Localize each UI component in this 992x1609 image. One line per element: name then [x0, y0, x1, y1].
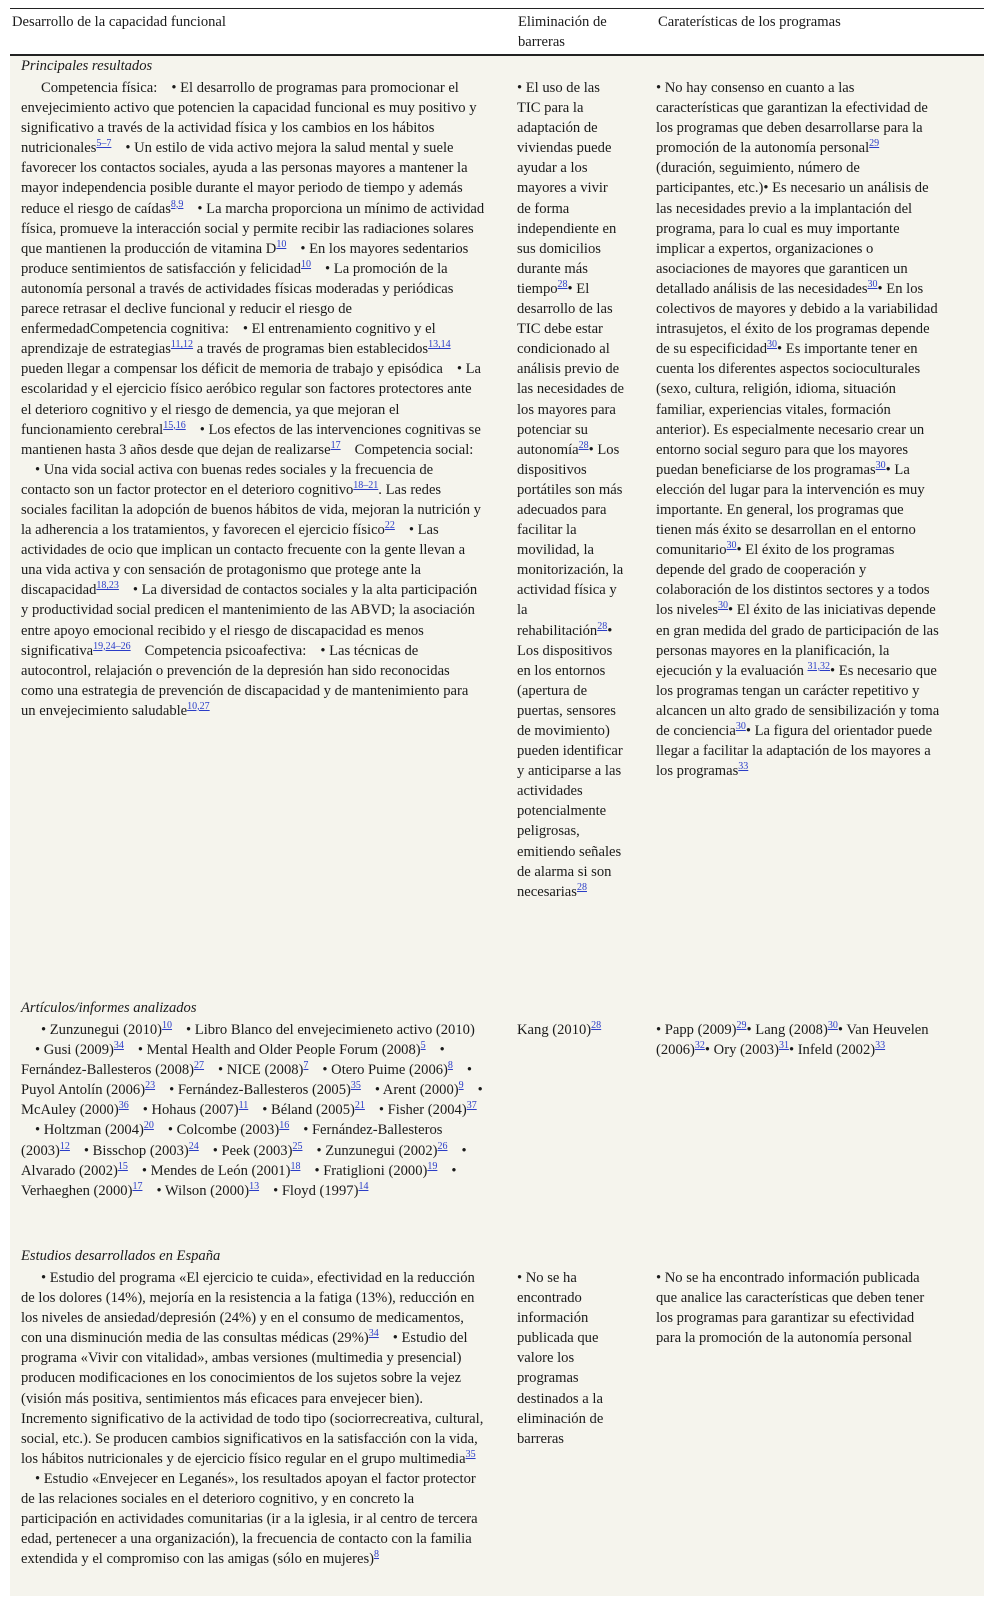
ref-link[interactable]: 7: [303, 1060, 309, 1072]
ref-link[interactable]: 30: [767, 339, 778, 351]
heading-competencia-psicoafectiva: Competencia psicoafectiva:: [144, 642, 307, 659]
header-capacidad-funcional: Desarrollo de la capacidad funcional: [12, 14, 226, 30]
ref-link[interactable]: 14: [358, 1180, 369, 1192]
section-articulos-analizados: Artículos/informes analizados: [21, 1000, 197, 1016]
ref-link[interactable]: 11: [238, 1100, 249, 1112]
ref-link[interactable]: 28: [557, 278, 568, 290]
results-caracteristicas-programas: • No hay consenso en cuanto a las características que garantizan la efectividad de los programas que deben desarrollarse para la promoción de la autonomía personal$^{29}$ (duración, seguimiento, número de participantes, etc.)• Es necesario un análisis de las necesidades previo a la implantación del programa, para lo cual es muy importante implicar a expertos, organizaciones o asociaciones de mayores que garanticen un detallado análisis de las necesidades$^{30}$• En los colectivos de mayores y debido a la variabilidad intrasujetos, el éxito de los programas depende de su especificidad$^{30}$• Es importante tener en cuenta los diferentes aspectos socioculturales (sexo, cultura, religión, idioma, situación familiar, experiencias vitales, formación anterior). Es especialmente necesario crear un entorno social seguro para que los mayores puedan beneficiarse de los programas$^{30}$• La elección del lugar para la intervención es muy importante. En general, los programas que tienen más éxito se desarrollan en el entorno comunitario$^{30}$• El éxito de los programas depende del grado de cooperación y colaboración de los distintos sectores y a todos los niveles$^{30}$• El éxito de las iniciativas depende en gran medida del grado de participación de las personas mayores en la planificación, la ejecución y la evaluación $^{31,32}$• Es necesario que los programas tengan un carácter repetitivo y alcancen un alto grado de sensibilización y toma de conciencia$^{30}$• La figura del orientador puede llegar a facilitar la adaptación de los mayores a los programas$^{33}$: [656, 80, 940, 780]
spain-eliminacion-barreras: • No se ha encontrado información publicada que valore los programas destinados a la eliminación de barreras: [517, 1270, 604, 1447]
ref-link[interactable]: 29: [736, 1020, 747, 1031]
header-caracteristicas-programas: Caraterísticas de los programas: [658, 14, 841, 30]
ref-link[interactable]: 17: [132, 1180, 143, 1192]
ref-link[interactable]: 22: [384, 520, 395, 532]
ref-link[interactable]: 18: [290, 1160, 301, 1172]
ref-link[interactable]: 28: [597, 620, 608, 632]
ref-link[interactable]: 36: [118, 1100, 129, 1112]
ref-link[interactable]: 24: [188, 1140, 199, 1152]
ref-link[interactable]: 10: [301, 258, 312, 270]
ref-link[interactable]: 9: [458, 1080, 464, 1092]
ref-link[interactable]: 5: [420, 1040, 426, 1052]
ref-link[interactable]: 34: [113, 1040, 124, 1052]
ref-link[interactable]: 19,24–26: [93, 640, 131, 652]
ref-link[interactable]: 8: [374, 1549, 379, 1561]
ref-link[interactable]: 35: [465, 1448, 476, 1460]
ref-link[interactable]: 13: [249, 1180, 260, 1192]
ref-link[interactable]: 28: [578, 439, 589, 451]
ref-link[interactable]: 34: [368, 1328, 379, 1340]
table-top-rule: [10, 8, 984, 9]
ref-link[interactable]: 19: [427, 1160, 438, 1172]
ref-link[interactable]: 23: [145, 1080, 156, 1092]
section-estudios-espana: Estudios desarrollados en España: [21, 1248, 221, 1264]
ref-link[interactable]: 18,23: [96, 580, 119, 592]
header-eliminacion-barreras: Eliminación de barreras: [518, 14, 607, 51]
ref-link[interactable]: 32: [694, 1040, 705, 1052]
ref-link[interactable]: 30: [867, 278, 878, 290]
ref-link[interactable]: 10: [276, 238, 287, 250]
ref-link[interactable]: 31: [778, 1040, 789, 1052]
ref-link[interactable]: 30: [718, 600, 729, 612]
articles-capacidad-funcional: • Zunzunegui (2010)$^{10}$ • Libro Blanco del envejecimieneto activo (2010)• Gusi (2009)$^{34}$ • Mental Health and Older People Forum (2008)$^5$ • Fernández-Ballesteros (2008)$^{27}$ • NICE (2008)$^7$ • Otero Puime (2006)$^8$ • Puyol Antolín (2006)$^{23}$ • Fernández-Ballesteros (2005)$^{35}$ • Arent (2000)$^9$ • McAuley (2000)$^{36}$ • Hohaus (2007)$^{11}$ • Béland (2005)$^{21}$ • Fisher (2004)$^{37}$• Holtzman (2004)$^{20}$ • Colcombe (2003)$^{16}$ • Fernández-Ballesteros (2003)$^{12}$ • Bisschop (2003)$^{24}$ • Peek (2003)$^{25}$ • Zunzunegui (2002)$^{26}$ • Alvarado (2002)$^{15}$ • Mendes de León (2001)$^{18}$ • Fratiglioni (2000)$^{19}$ • Verhaeghen (2000)$^{17}$ • Wilson (2000)$^{13}$ • Floyd (1997)$^{14}$: [21, 1020, 483, 1199]
ref-link[interactable]: 10,27: [187, 700, 210, 712]
articles-caracteristicas-programas: • Papp (2009)$^{29}$• Lang (2008)$^{30}$• Van Heuvelen (2006)$^{32}$• Ory (2003)$^{31}$• Infeld (2002)$^{33}$: [656, 1020, 929, 1059]
ref-link[interactable]: 37: [466, 1100, 477, 1112]
ref-link[interactable]: 12: [59, 1140, 70, 1152]
articles-eliminacion-barreras: Kang (2010)$^{28}$: [517, 1020, 602, 1038]
spain-capacidad-funcional: • Estudio del programa «El ejercicio te cuida», efectividad en la reducción de los dolores (14%), mejoría en la resistencia a la fatiga (13%), reducción en los niveles de ansiedad/depresión (24%) y en el consumo de medicamentos, con una disminución media de las consultas médicas (29%)$^{34}$ • Estudio del programa «Vivir con vitalidad», ambas versiones (multimedia y presencial) producen modificaciones en los conocimientos de los sujetos sobre la vejez (visión más positiva, sentimientos más eficaces para envejecer bien). Incremento significativo de la actividad de todo tipo (sociorrecreativa, cultural, social, etc.). Se producen cambios significativos en la satisfacción con la vida, los hábitos nutricionales y de ejercicio físico regular en el grupo multimedia$^{35}$• Estudio «Envejecer en Leganés», los resultados apoyan el factor protector de las relaciones sociales en el deterioro cognitivo, y en concreto la participación en actividades comunitarias (ir a la iglesia, ir al centro de tercera edad, pertenecer a una organización), la frecuencia de contacto con la familia extendida y el compromiso con las amigas (sólo en mujeres)$^8$: [21, 1270, 484, 1568]
ref-link[interactable]: 18–21: [353, 479, 379, 491]
ref-link[interactable]: 27: [194, 1060, 205, 1072]
ref-link[interactable]: 26: [437, 1140, 448, 1152]
ref-link[interactable]: 8: [447, 1060, 453, 1072]
ref-link[interactable]: 21: [354, 1100, 365, 1112]
ref-link[interactable]: 29: [869, 138, 880, 150]
ref-link[interactable]: 28: [576, 881, 587, 893]
ref-link[interactable]: 33: [738, 761, 749, 773]
ref-link[interactable]: 8,9: [170, 198, 184, 210]
evidence-table: [10, 0, 984, 1609]
spain-caracteristicas-programas: • No se ha encontrado información publicada que analice las características que deben tener los programas para garantizar su efectividad para la promoción de la autonomía personal: [656, 1270, 925, 1347]
ref-link[interactable]: 5–7: [96, 138, 112, 150]
ref-link[interactable]: 13,14: [428, 339, 451, 351]
ref-link[interactable]: 30: [875, 459, 886, 471]
heading-competencia-social: Competencia social:: [354, 441, 474, 458]
ref-link[interactable]: 28: [591, 1020, 602, 1031]
ref-link[interactable]: 31,32: [807, 660, 831, 672]
ref-link[interactable]: 11,12: [170, 339, 194, 351]
ref-link[interactable]: 16: [279, 1120, 290, 1132]
ref-link[interactable]: 30: [827, 1020, 838, 1031]
ref-link[interactable]: 30: [735, 721, 746, 732]
ref-link[interactable]: 25: [292, 1140, 303, 1152]
ref-link[interactable]: 33: [875, 1040, 886, 1052]
ref-link[interactable]: 15,16: [163, 419, 186, 431]
ref-link[interactable]: 10: [162, 1020, 173, 1031]
ref-link[interactable]: 30: [726, 540, 737, 552]
ref-link[interactable]: 17: [330, 439, 341, 451]
ref-link[interactable]: 20: [143, 1120, 154, 1132]
ref-link[interactable]: 35: [350, 1080, 361, 1092]
results-capacidad-funcional: Competencia física: • El desarrollo de programas para promocionar el envejecimiento activo que potencien la capacidad funcional es muy positivo y significativo a través de la actividad física y los cambios en los hábitos nutricionales$^{5-7}$ • Un estilo de vida activo mejora la salud mental y suele favorecer los contactos sociales, ayuda a las personas mayores a mantener la mayor independencia posible durante el mayor periodo de tiempo y además reduce el riesgo de caídas$^{8,9}$ • La marcha proporciona un mínimo de actividad física, promueve la interacción social y permite recibir las radiaciones solares que mantienen la producción de vitamina D$^{10}$ • En los mayores sedentarios produce sentimientos de satisfacción y felicidad$^{10}$ • La promoción de la autonomía personal a través de actividades físicas moderadas y periódicas parece retrasar el declive funcional y reducir el riesgo de enfermedadCompetencia cognitiva: • El entrenamiento cognitivo y el aprendizaje de estrategias$^{11,12}$ a través de programas bien establecidos$^{13,14}$ pueden llegar a compensar los déficit de memoria de trabajo y episódica • La escolaridad y el ejercicio físico aeróbico regular son factores protectores ante el deterioro cognitivo y el riesgo de demencia, ya que mejoran el funcionamiento cerebral$^{15,16}$ • Los efectos de las intervenciones cognitivas se mantienen hasta 3 años desde que dejan de realizarse$^{17}$ Competencia social:• Una vida social activa con buenas redes sociales y la frecuencia de contacto son un factor protector en el deterioro cognitivo$^{18-21}$. Las redes sociales facilitan la adopción de buenos hábitos de vida, mejoran la nutrición y la adherencia a los tratamientos, y favorecen el ejercicio físico$^{22}$ • Las actividades de ocio que implican un contacto frecuente con la gente llevan a una vida activa y con sensación de protagonismo que protege ante la discapacidad$^{18,23}$ • La diversidad de contactos sociales y la alta participación y productividad social predicen el mantenimiento de las ABVD; la asociación entre apoyo emocional recibido y el riesgo de discapacidad es menos significativa$^{19,24-26}$ Competencia psicoafectiva: • Las técnicas de autocontrol, relajación o prevención de la depresión han sido reconocidas como una estrategia de prevención de discapacidad y de mantenimiento para un envejecimiento saludable$^{10,27}$: [21, 80, 485, 719]
ref-link[interactable]: 15: [117, 1160, 128, 1172]
section-principales-resultados: Principales resultados: [21, 58, 153, 74]
heading-competencia-fisica: Competencia física:: [41, 80, 158, 96]
results-eliminacion-barreras: • El uso de las TIC para la adaptación de viviendas puede ayudar a los mayores a vivir de forma independiente en sus domicilios durante más tiempo$^{28}$• El desarrollo de las TIC debe estar condicionado al análisis previo de las necesidades de los mayores para potenciar su autonomía$^{28}$• Los dispositivos portátiles son más adecuados para facilitar la movilidad, la monitorización, la actividad física y la rehabilitación$^{28}$• Los dispositivos en los entornos (apertura de puertas, sensores de movimiento) pueden identificar y anticiparse a las actividades potencialmente peligrosas, emitiendo señales de alarma si son necesarias$^{28}$: [517, 80, 624, 900]
